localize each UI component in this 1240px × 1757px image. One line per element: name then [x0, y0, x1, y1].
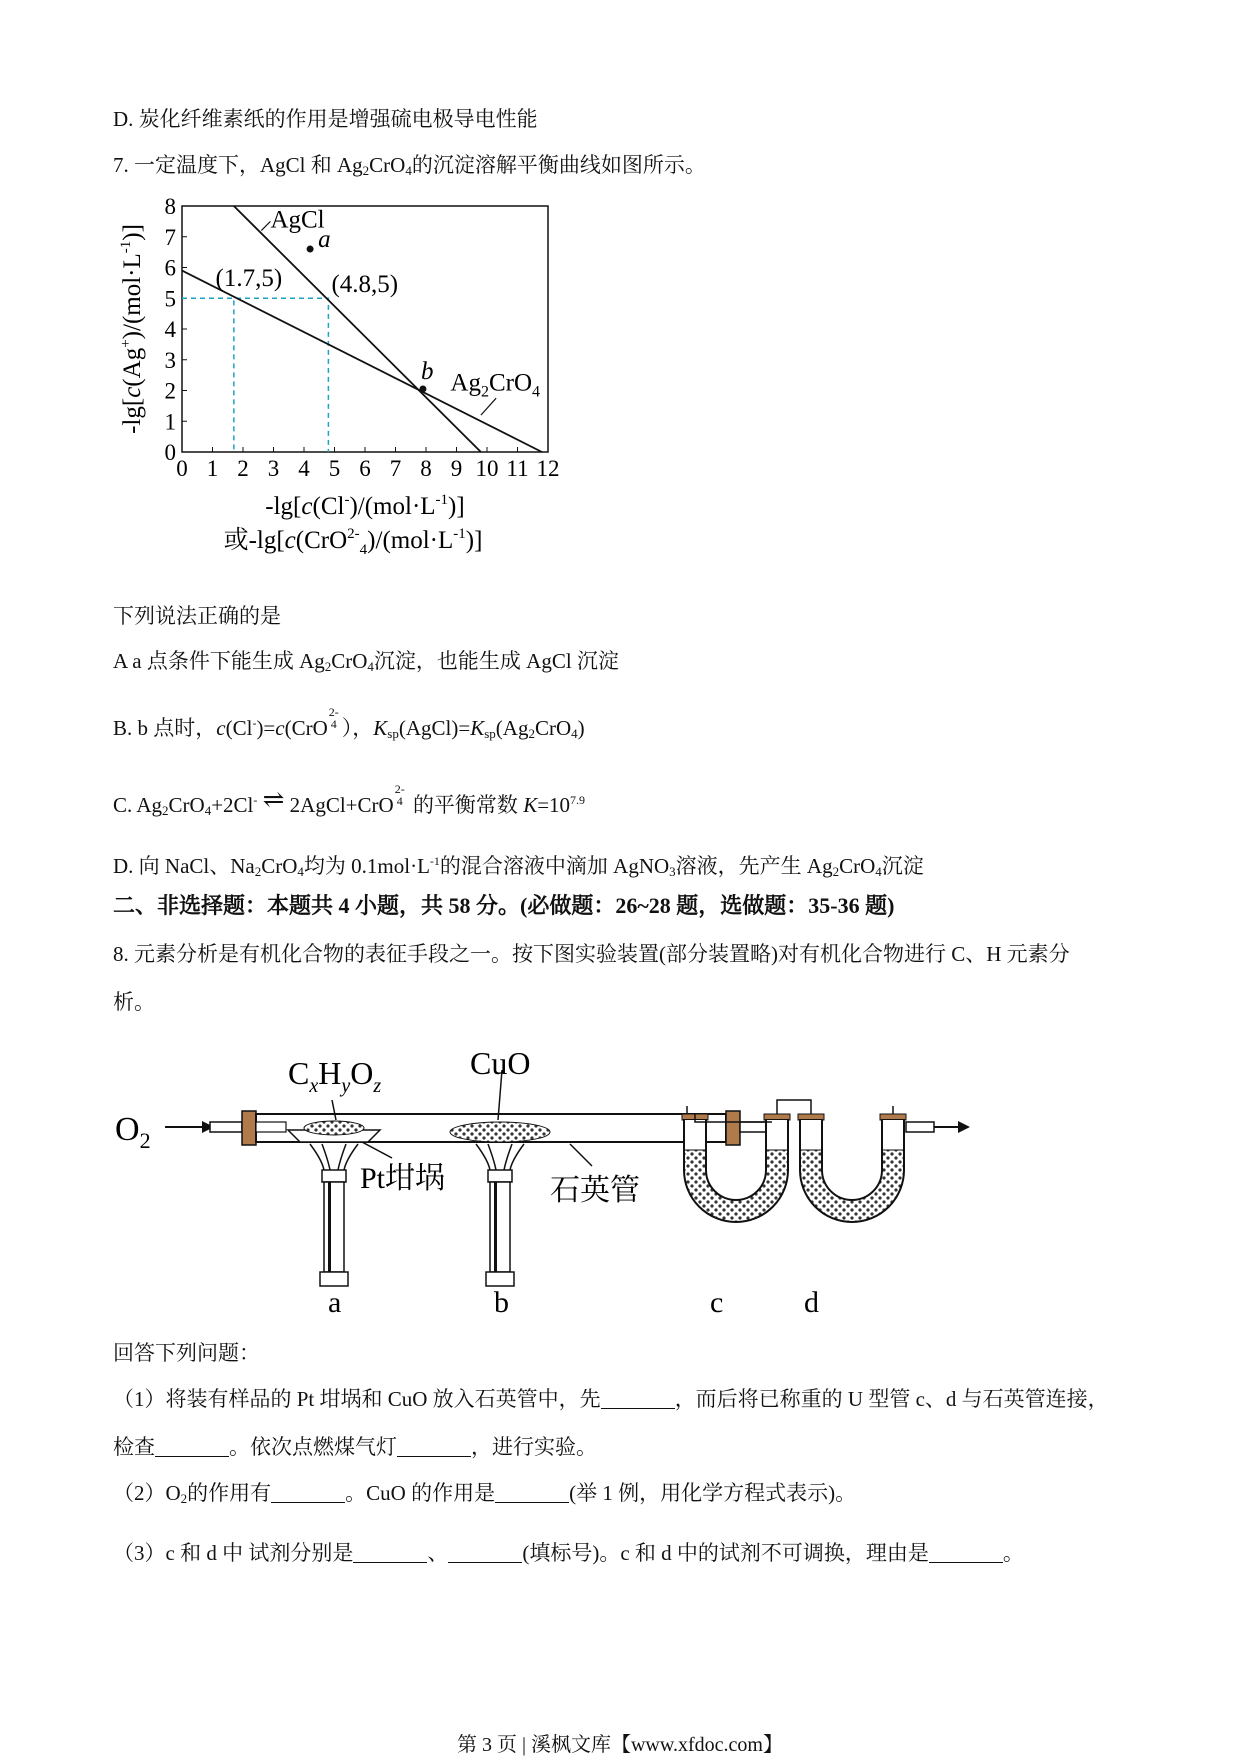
cuo-pile [450, 1122, 550, 1142]
annotation-4-8: (4.8,5) [331, 271, 399, 299]
answer-blank[interactable] [448, 1542, 522, 1563]
series-line-agcl [234, 206, 481, 452]
left-stopper [242, 1111, 256, 1145]
y-tick-label: 0 [164, 440, 176, 465]
y-tick-label: 7 [164, 224, 176, 250]
label-c: c [710, 1286, 724, 1319]
point-b [419, 385, 426, 392]
answer-blank[interactable] [155, 1436, 229, 1457]
apparatus-diagram [110, 1020, 990, 1320]
y-tick-label: 1 [164, 409, 176, 435]
y-axis-label: $-\lg[c(Ag^+)/(mol\cdot L^{-1})]$ [118, 224, 146, 434]
solubility-chart [110, 190, 590, 560]
x-tick-label: 4 [298, 456, 310, 481]
y-tick-label: 5 [164, 286, 176, 312]
q8-part3: （3）c 和 d 中 试剂分别是 、 (填标号)。c 和 d 中的试剂不可调换，理由是 。 [113, 1541, 1024, 1565]
quartz-tube-label: 石英管 [550, 1174, 640, 1207]
equilibrium-arrow: ⇌ [262, 785, 285, 814]
q8-part2: $(2)O_2$的作用有 。CuO 的作用是 (举 1 例，用化学方程式表示)。 [113, 1481, 857, 1506]
label-d: d [804, 1286, 819, 1319]
label-b: b [494, 1286, 509, 1319]
q7-prompt: 下列说法正确的是 [113, 604, 281, 628]
q8-prompt: 回答下列问题： [113, 1341, 260, 1365]
point-label-b: b [420, 357, 434, 385]
right-stopper [726, 1111, 740, 1145]
y-tick-label: 2 [164, 378, 176, 404]
burner-b [476, 1144, 524, 1286]
y-tick-label: 6 [164, 255, 176, 281]
u-tube-d [798, 1114, 906, 1222]
answer-blank[interactable] [353, 1542, 427, 1563]
x-tick-label: 11 [506, 456, 529, 481]
x-axis-label-line1: $-\lg[c(Cl^-)/(mol\cdot L^{-1})]$ [265, 492, 465, 520]
series-label-ag2cro4: $Ag_2CrO_4$ [450, 369, 541, 401]
q8-part1-line2: 检查 。依次点燃煤气灯 ，进行实验。 [113, 1435, 597, 1459]
x-tick-label: 10 [475, 456, 499, 481]
guide-line [182, 298, 234, 452]
x-tick-label: 2 [237, 456, 249, 481]
o2-label: $O_2$ [115, 1111, 151, 1153]
annotation-1-7: (1.7,5) [215, 264, 283, 292]
sample-formula: $C_xH_yO_z$ [288, 1055, 382, 1097]
answer-blank[interactable] [397, 1436, 471, 1457]
q8-part1-line1: （1）将装有样品的 Pt 坩埚和 CuO 放入石英管中，先 ，而后将已称重的 U 型管 c、d 与石英管连接， [113, 1387, 1109, 1411]
x-tick-label: 5 [328, 456, 341, 481]
sample [304, 1121, 364, 1135]
x-tick-label: 9 [450, 456, 463, 481]
answer-blank[interactable] [601, 1388, 675, 1409]
plot-frame [182, 206, 548, 452]
q7-option-d: D. 向 NaCl、$Na_2CrO_4$均为 $0.1mol\cdot L^{-1}$的混合溶液中滴加 AgNO$_3$溶液，先产生 $Ag_2CrO_4$沉淀 [113, 854, 924, 879]
agcl-leader [261, 221, 270, 230]
y-tick-label: 4 [164, 317, 176, 342]
guide-line [182, 298, 328, 452]
q7-stem: 7. 一定温度下，AgCl 和 $Ag_2CrO_4$的沉淀溶解平衡曲线如图所示。 [113, 153, 706, 178]
y-tick-label: 3 [164, 347, 176, 373]
q7-option-c: C. $Ag_2CrO_4+2Cl^-$ ⇌ 2AgCl+CrO 2- 4 的平衡常数 $K=10^{7.9}$ [113, 782, 586, 818]
q7-option-b: B. b 点时，c(Cl-)=c(CrO 2- 4 ），$K_{sp}(AgCl)=K_{sp}(Ag_2CrO_4)$ [113, 705, 585, 741]
x-tick-label: 3 [267, 456, 280, 481]
x-tick-label: 0 [176, 456, 188, 481]
q8-stem-line2: 析。 [113, 990, 155, 1014]
x-tick-label: 7 [389, 456, 402, 481]
point-label-a: a [318, 226, 331, 254]
label-a: a [328, 1286, 342, 1319]
x-axis-label-line2: 或$-\lg[c(CrO^{2-}_4)/(mol\cdot L^{-1})]$ [223, 526, 483, 558]
page-footer: 第 3 页 | 溪枫文库【www.xfdoc.com】 [456, 1734, 783, 1756]
q7-option-a: A a 点条件下能生成 $Ag_2CrO_4$沉淀，也能生成 AgCl 沉淀 [113, 649, 619, 674]
ag2cro4-leader [481, 398, 496, 415]
point-a [307, 246, 314, 253]
x-tick-label: 12 [536, 456, 560, 481]
x-tick-label: 8 [420, 456, 432, 481]
y-tick-label: 8 [164, 194, 176, 219]
q8-stem-line1: 8. 元素分析是有机化合物的表征手段之一。按下图实验装置(部分装置略)对有机化合物进行 C、H 元素分 [113, 942, 1070, 966]
answer-blank[interactable] [271, 1482, 345, 1503]
answer-blank[interactable] [495, 1482, 569, 1503]
series-label-agcl: AgCl [270, 206, 325, 234]
x-tick-label: 6 [359, 456, 371, 481]
cuo-label: CuO [470, 1045, 531, 1081]
answer-blank[interactable] [929, 1542, 1003, 1563]
pt-crucible-label: Pt坩埚 [360, 1162, 446, 1195]
q6-option-d: D. 炭化纤维素纸的作用是增强硫电极导电性能 [113, 107, 538, 131]
section-heading: 二、非选择题：本题共 4 小题，共 58 分。(必做题：26~28 题，选做题：35-36 题) [113, 893, 895, 918]
x-tick-label: 1 [206, 456, 219, 481]
burner-a [310, 1144, 358, 1286]
